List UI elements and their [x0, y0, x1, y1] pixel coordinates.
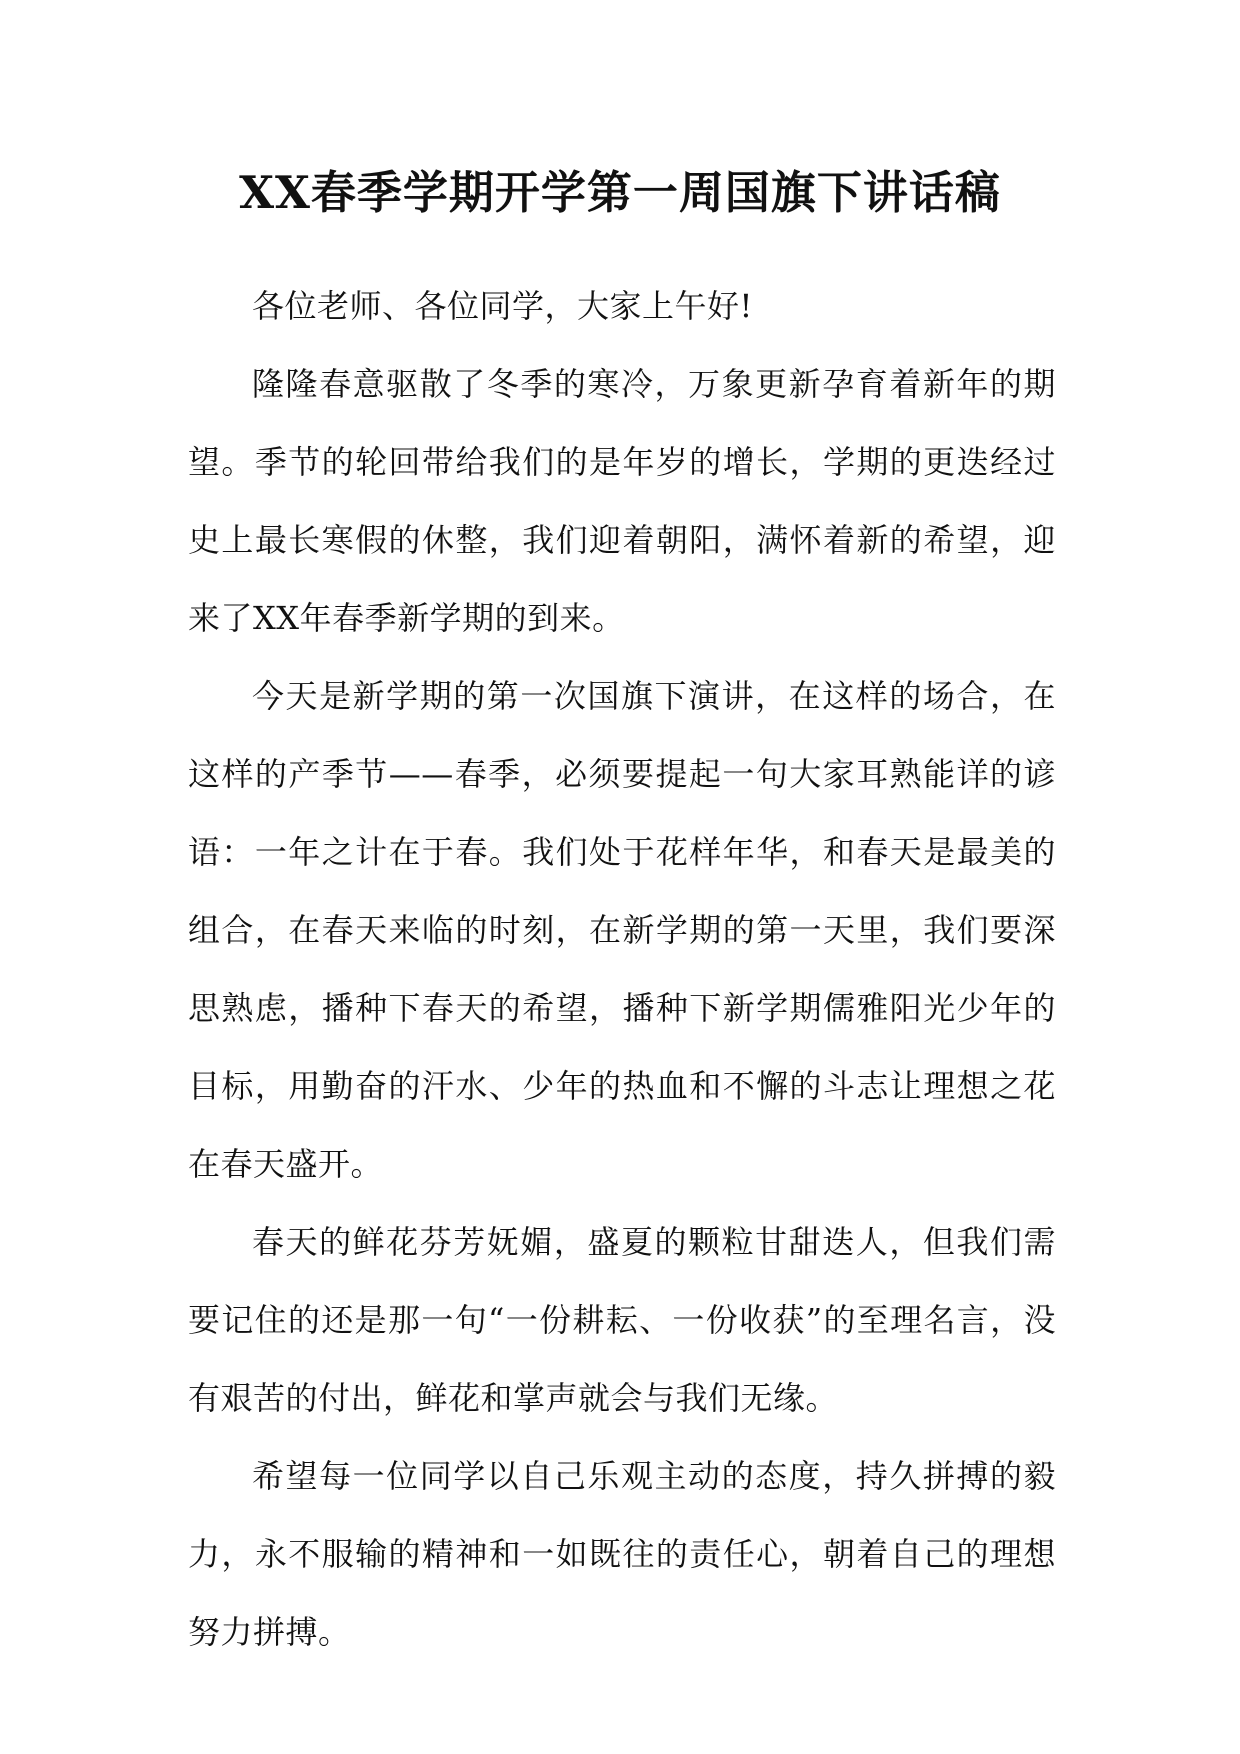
paragraph-first-speech: 今天是新学期的第一次国旗下演讲，在这样的场合，在这样的产季节——春季，必须要提起一句大家耳熟能详的谚语：一年之计在于春。我们处于花样年华，和春天是最美的组合，在春天来临的时刻，在新学期的第一天里，我们要深思熟虑，播种下春天的希望，播种下新学期儒雅阳光少年的目标，用勤奋的汗水、少年的热血和不懈的斗志让理想之花在春天盛开。 — [188, 677, 1056, 1183]
document-body — [188, 267, 1056, 1671]
paragraph-greeting: 各位老师、各位同学，大家上午好! — [252, 287, 753, 325]
paragraph-spring-intro: 隆隆春意驱散了冬季的寒冷，万象更新孕育着新年的期望。季节的轮回带给我们的是年岁的增长，学期的更迭经过史上最长寒假的休整，我们迎着朝阳，满怀着新的希望，迎来了XX年春季新学期的到来。 — [188, 365, 1056, 637]
paragraph-hope: 希望每一位同学以自己乐观主动的态度，持久拼搏的毅力，永不服输的精神和一如既往的责任心，朝着自己的理想努力拼搏。 — [188, 1457, 1056, 1651]
document-title: XX春季学期开学第一周国旗下讲话稿 — [239, 166, 1001, 219]
paragraph-hard-work: 春天的鲜花芬芳妩媚，盛夏的颗粒甘甜迭人，但我们需要记住的还是那一句“一份耕耘、一份收获”的至理名言，没有艰苦的付出，鲜花和掌声就会与我们无缘。 — [188, 1223, 1056, 1417]
